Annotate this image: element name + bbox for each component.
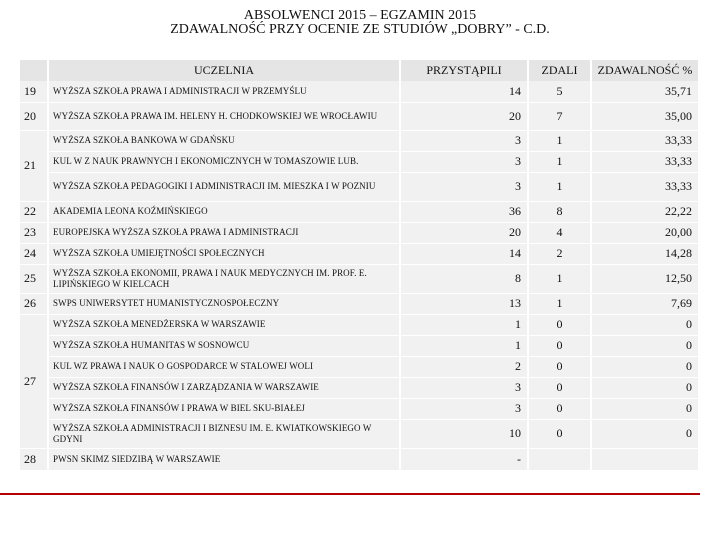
row-zdawalnosc: 7,69 xyxy=(591,293,698,314)
row-przystapili: 2 xyxy=(400,356,528,377)
row-nr: 23 xyxy=(20,222,48,243)
header-uczelnia: UCZELNIA xyxy=(48,60,400,81)
results-table xyxy=(20,60,698,470)
row-zdali: 0 xyxy=(528,377,591,398)
row-zdawalnosc: 0 xyxy=(591,335,698,356)
row-przystapili: 13 xyxy=(400,293,528,314)
row-uczelnia: WYŻSZA SZKOŁA UMIEJĘTNOŚCI SPOŁECZNYCH xyxy=(48,243,400,264)
row-uczelnia: SWPS UNIWERSYTET HUMANISTYCZNOSPOŁECZNY xyxy=(48,293,400,314)
row-przystapili: 3 xyxy=(400,172,528,201)
row-uczelnia: WYŻSZA SZKOŁA FINANSÓW I PRAWA W BIEL SKU-BIAŁEJ xyxy=(48,398,400,419)
row-zdawalnosc: 35,00 xyxy=(591,102,698,130)
table-row xyxy=(20,377,698,398)
table-header-row xyxy=(20,60,698,81)
row-zdawalnosc: 12,50 xyxy=(591,264,698,293)
title-line-1: ABSOLWENCI 2015 – EGZAMIN 2015 xyxy=(243,8,477,23)
row-zdawalnosc: 20,00 xyxy=(591,222,698,243)
row-przystapili: 10 xyxy=(400,419,528,448)
row-uczelnia: EUROPEJSKA WYŻSZA SZKOŁA PRAWA I ADMINISTRACJI xyxy=(48,222,400,243)
row-zdawalnosc: 0 xyxy=(591,377,698,398)
row-przystapili: 14 xyxy=(400,243,528,264)
row-uczelnia: WYŻSZA SZKOŁA FINANSÓW I ZARZĄDZANIA W WARSZAWIE xyxy=(48,377,400,398)
row-zdali: 0 xyxy=(528,398,591,419)
row-nr: 24 xyxy=(20,243,48,264)
row-zdawalnosc: 0 xyxy=(591,419,698,448)
row-uczelnia: WYŻSZA SZKOŁA HUMANITAS W SOSNOWCU xyxy=(48,335,400,356)
table-row xyxy=(20,81,698,102)
row-uczelnia: WYŻSZA SZKOŁA PRAWA I ADMINISTRACJI W PRZEMYŚLU xyxy=(48,81,400,102)
table-row xyxy=(20,172,698,201)
table-row xyxy=(20,419,698,448)
row-uczelnia: WYŻSZA SZKOŁA EKONOMII, PRAWA I NAUK MEDYCZNYCH IM. PROF. E. LIPIŃSKIEGO W KIELCACH xyxy=(48,264,400,293)
table-row xyxy=(20,201,698,222)
row-zdawalnosc: 0 xyxy=(591,314,698,335)
row-przystapili: - xyxy=(400,448,528,470)
row-zdali: 1 xyxy=(528,172,591,201)
row-zdali: 1 xyxy=(528,130,591,151)
row-zdali: 7 xyxy=(528,102,591,130)
header-zdali: ZDALI xyxy=(528,60,591,81)
row-przystapili: 3 xyxy=(400,398,528,419)
row-uczelnia: AKADEMIA LEONA KOŹMIŃSKIEGO xyxy=(48,201,400,222)
row-zdawalnosc: 35,71 xyxy=(591,81,698,102)
row-zdawalnosc: 33,33 xyxy=(591,151,698,172)
row-zdawalnosc: 0 xyxy=(591,398,698,419)
row-zdali: 0 xyxy=(528,419,591,448)
row-zdawalnosc: 33,33 xyxy=(591,172,698,201)
row-przystapili: 1 xyxy=(400,335,528,356)
row-uczelnia: PWSN SKIMZ SIEDZIBĄ W WARSZAWIE xyxy=(48,448,400,470)
row-przystapili: 20 xyxy=(400,102,528,130)
row-uczelnia: KUL W Z NAUK PRAWNYCH I EKONOMICZNYCH W TOMASZOWIE LUB. xyxy=(48,151,400,172)
header-zdawalnosc: ZDAWALNOŚĆ % xyxy=(591,60,698,81)
row-zdali: 1 xyxy=(528,264,591,293)
row-nr: 21 xyxy=(20,130,48,201)
table-row xyxy=(20,222,698,243)
header-przystapili: PRZYSTĄPILI xyxy=(400,60,528,81)
row-zdali: 0 xyxy=(528,314,591,335)
row-przystapili: 3 xyxy=(400,151,528,172)
table-row xyxy=(20,398,698,419)
row-zdawalnosc: 22,22 xyxy=(591,201,698,222)
row-zdali: 5 xyxy=(528,81,591,102)
table-row xyxy=(20,264,698,293)
row-zdali: 4 xyxy=(528,222,591,243)
row-zdali: 1 xyxy=(528,151,591,172)
row-przystapili: 36 xyxy=(400,201,528,222)
row-uczelnia: WYŻSZA SZKOŁA MENEDŻERSKA W WARSZAWIE xyxy=(48,314,400,335)
row-zdawalnosc: 14,28 xyxy=(591,243,698,264)
row-nr: 22 xyxy=(20,201,48,222)
title-line-2: ZDAWALNOŚĆ PRZY OCENIE ZE STUDIÓW „DOBRY” - C.D. xyxy=(170,22,550,37)
row-uczelnia: WYŻSZA SZKOŁA BANKOWA W GDAŃSKU xyxy=(48,130,400,151)
row-zdawalnosc xyxy=(591,448,698,470)
row-nr: 19 xyxy=(20,81,48,102)
row-nr: 27 xyxy=(20,314,48,448)
row-uczelnia: WYŻSZA SZKOŁA ADMINISTRACJI I BIZNESU IM. E. KWIATKOWSKIEGO W GDYNI xyxy=(48,419,400,448)
table-row xyxy=(20,356,698,377)
row-zdawalnosc: 0 xyxy=(591,356,698,377)
row-przystapili: 14 xyxy=(400,81,528,102)
row-nr: 28 xyxy=(20,448,48,470)
row-nr: 25 xyxy=(20,264,48,293)
row-zdali: 2 xyxy=(528,243,591,264)
row-przystapili: 3 xyxy=(400,377,528,398)
table-row xyxy=(20,130,698,151)
row-zdali: 0 xyxy=(528,356,591,377)
row-nr: 20 xyxy=(20,102,48,130)
row-uczelnia: WYŻSZA SZKOŁA PRAWA IM. HELENY H. CHODKOWSKIEJ WE WROCŁAWIU xyxy=(48,102,400,130)
table-row xyxy=(20,243,698,264)
row-zdawalnosc: 33,33 xyxy=(591,130,698,151)
row-przystapili: 3 xyxy=(400,130,528,151)
row-zdali: 8 xyxy=(528,201,591,222)
table-row xyxy=(20,335,698,356)
row-uczelnia: WYŻSZA SZKOŁA PEDAGOGIKI I ADMINISTRACJI IM. MIESZKA I W POZNIU xyxy=(48,172,400,201)
table-row xyxy=(20,448,698,470)
table-row xyxy=(20,151,698,172)
row-zdali: 0 xyxy=(528,335,591,356)
table-row xyxy=(20,293,698,314)
table-row xyxy=(20,314,698,335)
row-zdali: 1 xyxy=(528,293,591,314)
table-row xyxy=(20,102,698,130)
header-nr xyxy=(20,60,48,81)
row-zdali xyxy=(528,448,591,470)
row-przystapili: 1 xyxy=(400,314,528,335)
row-przystapili: 8 xyxy=(400,264,528,293)
row-uczelnia: KUL WZ PRAWA I NAUK O GOSPODARCE W STALOWEJ WOLI xyxy=(48,356,400,377)
row-nr: 26 xyxy=(20,293,48,314)
divider-line xyxy=(0,493,700,495)
row-przystapili: 20 xyxy=(400,222,528,243)
